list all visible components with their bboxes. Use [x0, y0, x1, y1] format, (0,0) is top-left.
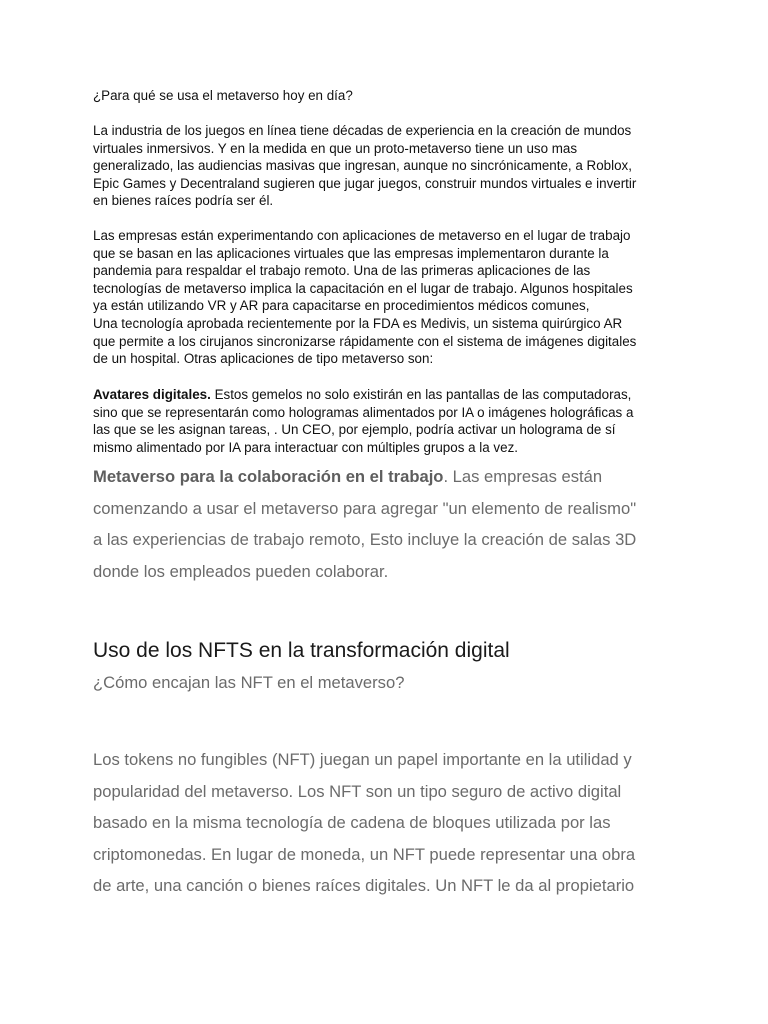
- text-line: [93, 386, 673, 404]
- paragraph-collaboration: [93, 461, 673, 587]
- text-line: de arte, una canción o bienes raíces digitales. Un NFT le da al propietario: [93, 876, 635, 896]
- text-line: mismo alimentado por IA para interactuar con múltiples grupos a la vez.: [93, 439, 518, 455]
- text-line: sino que se representarán como hologramas alimentados por IA o imágenes holográficas a: [93, 404, 634, 420]
- text-line: comenzando a usar el metaverso para agregar "un elemento de realismo": [93, 498, 637, 518]
- text-line: virtuales inmersivos. Y en la medida en que un proto-metaverso tiene un uso mas: [93, 140, 578, 156]
- paragraph-nft: [93, 744, 673, 902]
- text-line: generalizado, las audiencias masivas que ingresan, aunque no sincrónicamente, a Roblox,: [93, 158, 632, 174]
- nft-subheading: ¿Cómo encajan las NFT en el metaverso?: [93, 673, 405, 692]
- text-line: tecnologías de metaverso implica la capacitación en el lugar de trabajo. Algunos hospitales: [93, 280, 633, 296]
- text-line: las que se les asignan tareas, . Un CEO, por ejemplo, podría activar un holograma de sí: [93, 422, 616, 438]
- text-line: en bienes raíces podría ser él.: [93, 193, 274, 209]
- question-line: ¿Para qué se usa el metaverso hoy en día?: [93, 88, 353, 103]
- text-line: que se basan en las aplicaciones virtuales que las empresas implementaron durante la: [93, 245, 609, 261]
- text-line: [93, 461, 673, 493]
- text-line: Una tecnología aprobada recientemente por la FDA es Medivis, un sistema quirúrgico AR: [93, 315, 623, 331]
- avatars-first-line-rest: Estos gemelos no solo existirán en las pantallas de las computadoras,: [210, 387, 632, 402]
- collab-first-line-rest: . Las empresas están: [443, 467, 603, 486]
- text-line: a las experiencias de trabajo remoto, Esto incluye la creación de salas 3D: [93, 530, 637, 550]
- nft-heading: Uso de los NFTS en la transformación digital: [93, 639, 510, 662]
- text-line: basado en la misma tecnología de cadena de bloques utilizada por las: [93, 813, 611, 833]
- avatars-bold-label: Avatares digitales.: [93, 387, 211, 402]
- text-line: ya están utilizando VR y AR para capacitarse en procedimientos médicos comunes,: [93, 298, 590, 314]
- text-line: popularidad del metaverso. Los NFT son un tipo seguro de activo digital: [93, 781, 622, 801]
- text-line: La industria de los juegos en línea tiene décadas de experiencia en la creación de mundos: [93, 123, 632, 138]
- text-line: Epic Games y Decentraland sugieren que jugar juegos, construir mundos virtuales e invertir: [93, 175, 637, 191]
- paragraph-workplace: [93, 227, 673, 368]
- text-line: pandemia para respaldar el trabajo remoto. Una de las primeras aplicaciones de las: [93, 263, 591, 279]
- paragraph-online-games: [93, 122, 673, 210]
- text-line: Las empresas están experimentando con aplicaciones de metaverso en el lugar de trabajo: [93, 228, 631, 243]
- text-line: Los tokens no fungibles (NFT) juegan un papel importante en la utilidad y: [93, 750, 632, 769]
- text-line: donde los empleados pueden colaborar.: [93, 561, 389, 581]
- paragraph-avatars: [93, 386, 673, 456]
- text-line: criptomonedas. En lugar de moneda, un NFT puede representar una obra: [93, 844, 636, 864]
- collab-bold-label: Metaverso para la colaboración en el trabajo: [93, 467, 444, 486]
- text-line: de un hospital. Otras aplicaciones de tipo metaverso son:: [93, 351, 434, 367]
- text-line: que permite a los cirujanos sincronizarse rápidamente con el sistema de imágenes digitales: [93, 333, 637, 349]
